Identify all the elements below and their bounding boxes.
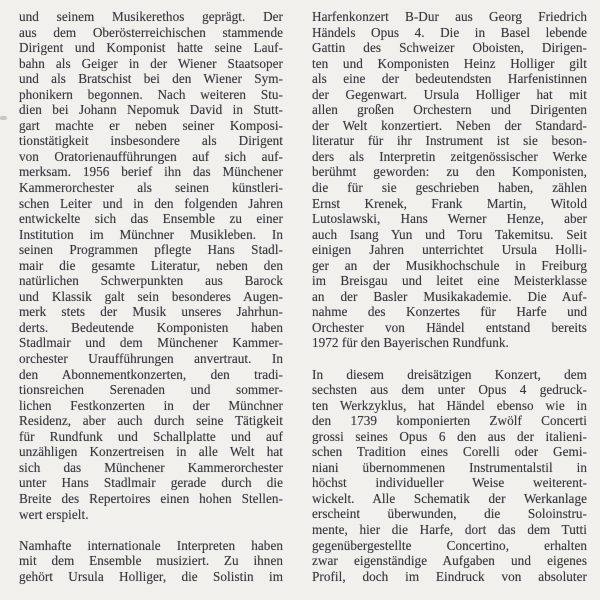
- text-line: Profil, doch im Eindruck von absoluter: [312, 568, 587, 584]
- text-line: phonikern begonnen. Nach weiteren Stu-: [19, 86, 283, 102]
- text-line: natürlichen Schwerpunkten aus Barock: [19, 273, 283, 289]
- text-line: wert erspielt.: [19, 506, 89, 522]
- left-column: [19, 9, 283, 584]
- text-line: Gattin des Schweizer Oboisten, Dirigen-: [312, 40, 587, 56]
- text-line: tionsreichen Serenaden und sommer-: [19, 382, 283, 398]
- paragraph: [19, 9, 283, 522]
- text-line: merksam. 1956 berief ihn das Münchener: [19, 164, 283, 180]
- text-line: Institution im Münchner Musikleben. In: [19, 226, 283, 242]
- text-line: In diesem dreisätzigen Konzert, dem: [312, 366, 587, 382]
- text-line: ders als Interpretin zeitgenössischer Werke: [312, 148, 587, 164]
- text-line: schen Tradition eines Corelli oder Gemi-: [312, 444, 587, 460]
- text-line: Ernst Krenek, Frank Martin, Witold: [312, 195, 587, 211]
- text-line: auch Isang Yun und Toru Takemitsu. Seit: [312, 226, 587, 242]
- text-line: allen großen Orchestern und Dirigenten: [312, 102, 587, 118]
- right-column: [312, 9, 587, 584]
- text-line: ten Werkzyklus, hat Händel ebenso wie in: [312, 397, 587, 413]
- text-line: Kammerorchester als seinen künstleri-: [19, 180, 283, 196]
- text-line: dien bei Johann Nepomuk David in Stutt-: [19, 102, 283, 118]
- text-line: Dirigent und Komponist hatte seine Lauf-: [19, 40, 283, 56]
- text-line: gegenübergestellte Concertino, erhalten: [312, 537, 587, 553]
- text-line: von Oratorienaufführungen auf sich auf-: [19, 148, 283, 164]
- text-line: mente, hier die Harfe, dort das dem Tutti: [312, 522, 587, 537]
- text-line: bahn als Geiger in der Wiener Staatsoper: [19, 55, 283, 71]
- text-line: und seinem Musikerethos geprägt. Der: [19, 9, 283, 24]
- text-line: gehört Ursula Holliger, die Solistin im: [19, 568, 283, 584]
- text-line: Breite des Repertoires einen hohen Stellen-: [19, 490, 283, 506]
- text-line: entwickelte sich das Ensemble zu einer: [19, 211, 283, 227]
- text-line: tionstätigkeit insbesondere als Dirigent: [19, 133, 283, 149]
- paragraph: [312, 9, 587, 351]
- text-line: als eine der bedeutendsten Harfenistinnen: [312, 71, 587, 87]
- paragraph: [312, 367, 587, 585]
- text-line: im Breisgau und leitet eine Meisterklasse: [312, 273, 587, 289]
- text-line: literatur für ihr Instrument ist sie beson-: [312, 133, 587, 149]
- text-line: Residenz, aber auch durch seine Tätigkeit: [19, 413, 283, 429]
- text-line: der Gegenwart. Ursula Holliger hat mit: [312, 86, 587, 102]
- text-line: Harfenkonzert B-Dur aus Georg Friedrich: [312, 9, 587, 24]
- text-line: unzähligen Konzertreisen in alle Welt hat: [19, 444, 283, 460]
- text-line: Orchester von Händel entstand bereits: [312, 319, 587, 335]
- text-line: derts. Bedeutende Komponisten haben: [19, 319, 283, 335]
- text-line: unter Hans Stadlmair gerade durch die: [19, 475, 283, 491]
- text-line: gart machte er neben seiner Komposi-: [19, 117, 283, 133]
- text-line: sechsten aus dem unter Opus 4 gedruck-: [312, 382, 587, 398]
- text-line: Namhafte internationale Interpreten haben: [19, 537, 283, 553]
- text-line: mit dem Ensemble musiziert. Zu ihnen: [19, 553, 283, 569]
- text-line: zwar eigenständige Aufgaben und eigenes: [312, 553, 587, 569]
- text-line: berühmt geworden: zu den Komponisten,: [312, 164, 587, 180]
- text-line: und Klassik galt sein besonderes Augen-: [19, 288, 283, 304]
- text-line: wickelt. Alle Schematik der Werkanlage: [312, 490, 587, 506]
- text-line: schen Leiter und in den folgenden Jahren: [19, 195, 283, 211]
- paragraph: [19, 538, 283, 585]
- text-line: grossi seines Opus 6 den aus der italieni-: [312, 428, 587, 444]
- text-line: erscheint überwunden, die Soloinstru-: [312, 506, 587, 522]
- text-line: den 1739 komponierten Zwölf Concerti: [312, 413, 587, 429]
- text-line: an der Basler Musikakademie. Die Auf-: [312, 288, 587, 304]
- text-line: mair die gesamte Literatur, neben den: [19, 257, 283, 273]
- text-line: niani übernommenen Instrumentalstil in: [312, 459, 587, 475]
- text-line: aus dem Oberösterreichischen stammende: [19, 24, 283, 40]
- text-line: die für sie geschrieben haben, zählen: [312, 180, 587, 196]
- text-line: nahme des Konzertes für Harfe und: [312, 304, 587, 320]
- text-line: einigen Jahren unterrichtet Ursula Holli-: [312, 242, 587, 258]
- text-line: höchst individueller Weise weiterent-: [312, 475, 587, 491]
- text-line: orchester Uraufführungen anvertraut. In: [19, 351, 283, 367]
- text-line: seinen Programmen pflegte Hans Stadl-: [19, 242, 283, 258]
- text-line: ger an der Musikhochschule in Freiburg: [312, 257, 587, 273]
- text-line: Händels Opus 4. Die in Basel lebende: [312, 24, 587, 40]
- text-line: Stadlmair und dem Münchener Kammer-: [19, 335, 283, 351]
- text-line: 1972 für den Bayerischen Rundfunk.: [312, 335, 509, 351]
- text-line: ten und Komponisten Heinz Holliger gilt: [312, 55, 587, 71]
- text-line: für Rundfunk und Schallplatte und auf: [19, 428, 283, 444]
- text-line: der Welt konzertiert. Neben der Standard-: [312, 117, 587, 133]
- text-line: lichen Festkonzerten in der Münchner: [19, 397, 283, 413]
- text-line: und als Bratschist bei den Wiener Sym-: [19, 71, 283, 87]
- scan-artifact: [0, 116, 7, 120]
- text-line: den Abonnementkonzerten, den tradi-: [19, 366, 283, 382]
- text-line: merk stets der Musik unseres Jahrhun-: [19, 304, 283, 320]
- text-line: Lutoslawski, Hans Werner Henze, aber: [312, 211, 587, 227]
- text-line: sich das Münchener Kammerorchester: [19, 459, 283, 475]
